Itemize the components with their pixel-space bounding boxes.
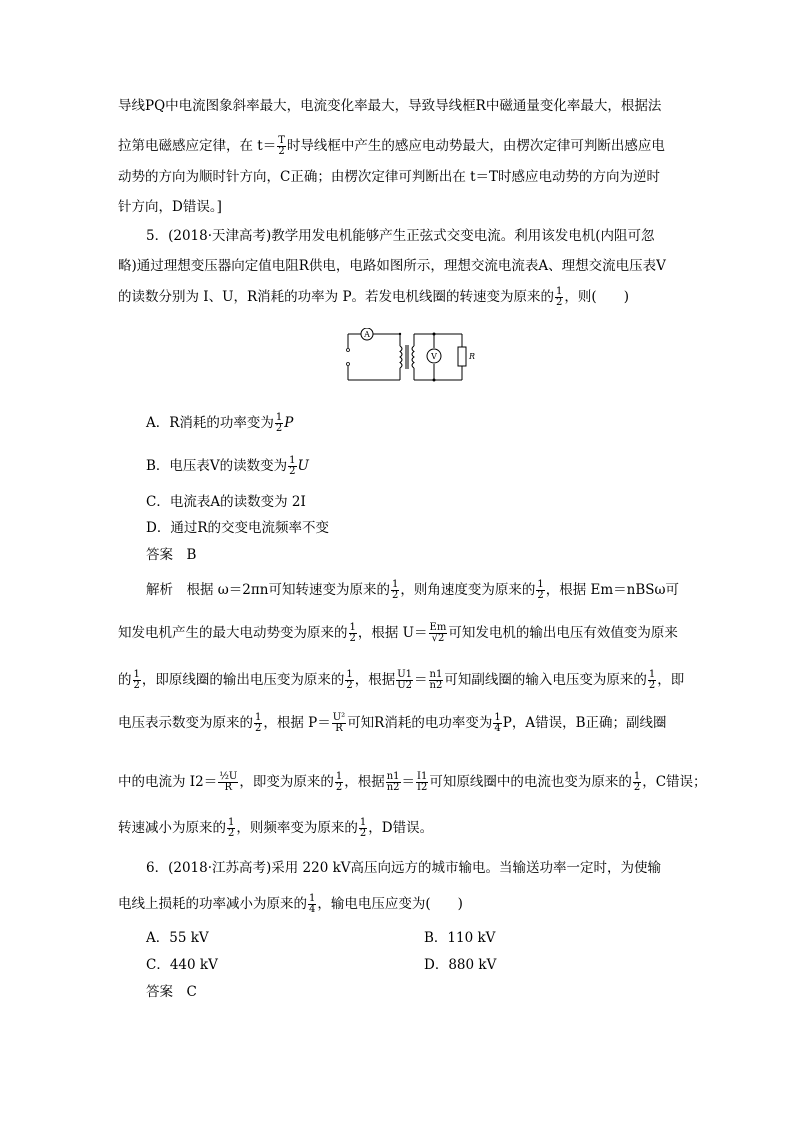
text: ，根据 P＝ [263, 715, 331, 731]
text: 答案 C [146, 984, 197, 1000]
text: A．R消耗的功率变为 [146, 415, 274, 431]
text: 导线PQ中电流图象斜率最大，电流变化率最大，导致导线框R中磁通量变化率最大，根据法 [118, 98, 662, 114]
text: 的 [118, 672, 132, 688]
node-dot [433, 333, 436, 336]
terminal-top [347, 349, 350, 352]
q6-answer [146, 982, 197, 1002]
fraction-half [288, 456, 296, 477]
q6-stem-2 [118, 894, 463, 914]
text: ，即原线圈的输出电压变为原来的 [141, 672, 345, 688]
text: ，C错误； [642, 774, 707, 790]
text: ，根据 Em＝nBSω可 [545, 582, 680, 598]
text: 时导线框中产生的感应电动势最大，由楞次定律可判断出感应电 [286, 138, 665, 154]
fraction-quarter [308, 894, 316, 915]
ammeter-label: A [364, 330, 370, 339]
text: ，则频率变为原来的 [236, 820, 358, 836]
text: 电压表示数变为原来的 [118, 715, 253, 731]
num: 1 [349, 622, 356, 633]
text: ，根据 U＝ [357, 625, 428, 641]
text: 电线上损耗的功率减小为原来的 [118, 896, 307, 912]
num: 1 [289, 455, 296, 466]
text: ，根据 [344, 774, 385, 790]
q5-exp-6 [118, 818, 433, 838]
den: n2 [386, 782, 400, 793]
text: D．880 kV [424, 957, 497, 973]
resistor-label: R [469, 352, 476, 361]
circuit-diagram [338, 328, 488, 386]
prev-line-1 [118, 96, 661, 116]
fraction-half [555, 287, 563, 308]
text: 中的电流为 I2＝ [118, 774, 218, 790]
text: B．电压表V的读数变为 [146, 458, 288, 474]
q5-exp-4 [118, 713, 667, 733]
den: 2 [648, 680, 656, 691]
den: 2 [556, 297, 563, 308]
den: 4 [309, 904, 316, 915]
fraction-i [416, 772, 428, 793]
den: I2 [417, 782, 428, 793]
num: 1 [133, 669, 140, 680]
text: ，则( ) [564, 289, 629, 305]
num: I1 [417, 771, 428, 782]
num: 1 [335, 771, 343, 782]
den: R [335, 723, 343, 734]
fraction-i2 [218, 772, 238, 793]
q5-option-b [146, 456, 309, 476]
text: 5．(2018·天津高考)教学用发电机能够产生正弦式交变电流。利用该发电机(内阻可忽 [146, 228, 655, 244]
text: ，输电电压应变为( ) [317, 896, 463, 912]
num: 1 [275, 412, 283, 423]
text: U [297, 458, 309, 474]
fraction-half [275, 413, 283, 434]
den: R [224, 782, 233, 793]
num: U² [332, 712, 346, 723]
text: ＝ [401, 774, 416, 790]
text: 可知发电机的输出电压有效值变为原来 [448, 625, 678, 641]
num: n1 [429, 669, 443, 680]
text: C．电流表A的读数变为 2I [146, 494, 306, 510]
text: 针方向，D错误。] [118, 199, 222, 215]
q5-stem-3 [118, 287, 629, 307]
den: 2 [335, 782, 343, 793]
num: 1 [556, 286, 563, 297]
q5-option-a [146, 413, 293, 433]
prev-line-3 [118, 167, 660, 187]
q6-option-b [424, 928, 495, 948]
num: 1 [359, 817, 367, 828]
num: 1 [648, 669, 656, 680]
fraction-half [335, 772, 343, 793]
fraction-quarter [493, 713, 501, 734]
num: 1 [255, 712, 262, 723]
fraction-half [133, 670, 141, 691]
text: 略)通过理想变压器向定值电阻R供电，电路如图所示，理想交流电流表A、理想交流电压表V [118, 258, 666, 274]
den: 2 [228, 828, 235, 839]
q6-option-c [146, 955, 218, 975]
num: 1 [346, 669, 353, 680]
den: √2 [431, 633, 445, 644]
fraction-half [254, 713, 262, 734]
fraction-half [648, 670, 656, 691]
num: U1 [397, 669, 413, 680]
fraction-half [391, 580, 399, 601]
fraction-n [429, 670, 444, 691]
q6-option-a [146, 928, 209, 948]
text: 知发电机产生的最大电动势变为原来的 [118, 625, 348, 641]
fraction-u [396, 670, 413, 691]
node-dot [433, 379, 436, 382]
q5-stem-2 [118, 256, 666, 276]
text: ，则角速度变为原来的 [400, 582, 536, 598]
q5-option-c [146, 492, 306, 512]
den: 2 [537, 590, 544, 601]
prev-line-2 [118, 136, 665, 156]
text: 的读数分别为 I、U，R消耗的功率为 P。若发电机线圈的转速变为原来的 [118, 289, 555, 305]
text: D．通过R的交变电流频率不变 [146, 520, 329, 536]
fraction-half [349, 623, 357, 644]
fraction-t [277, 136, 286, 157]
text: 6．(2018·江苏高考)采用 220 kV高压向远方的城市输电。当输送功率一定时，为使输 [146, 860, 662, 876]
voltmeter-label: V [431, 352, 437, 361]
fraction-half [633, 772, 641, 793]
q5-exp-1 [146, 580, 679, 600]
den: 2 [391, 590, 399, 601]
num: 1 [228, 817, 235, 828]
fraction-half [227, 818, 235, 839]
text: 动势的方向为顺时针方向，C正确；由楞次定律可判断出在 t＝T时感应电动势的方向为逆时 [118, 169, 661, 185]
text: 可知副线圈的输入电压变为原来的 [444, 672, 647, 688]
text: P [284, 415, 294, 431]
q6-stem-1 [146, 858, 661, 878]
fraction-half [359, 818, 367, 839]
text: 拉第电磁感应定律，在 t＝ [118, 138, 277, 154]
q5-answer [146, 545, 196, 565]
text: ＝ [414, 672, 428, 688]
text: ，D错误。 [368, 820, 434, 836]
num: ½U [219, 771, 238, 782]
den: 2 [255, 723, 262, 734]
q5-exp-5 [118, 772, 707, 792]
prev-line-4 [118, 197, 222, 217]
text: 可知R消耗的电功率变为 [347, 715, 493, 731]
num: 1 [309, 893, 316, 904]
fraction-em [429, 623, 448, 644]
den: 2 [346, 680, 353, 691]
text: B．110 kV [424, 930, 496, 946]
text: 解析 根据 ω＝2πn可知转速变为原来的 [146, 582, 390, 598]
fraction-p [332, 713, 346, 734]
den: 2 [359, 828, 367, 839]
num: 1 [494, 712, 501, 723]
num: Em [429, 622, 447, 633]
fraction-n [386, 772, 401, 793]
den: 2 [133, 680, 140, 691]
q5-exp-2 [118, 623, 678, 643]
text: A．55 kV [146, 930, 209, 946]
text: 转速减小为原来的 [118, 820, 226, 836]
q6-option-d [424, 955, 496, 975]
fraction-half [536, 580, 544, 601]
den: U2 [397, 680, 413, 691]
text: P，A错误，B正确；副线圈 [502, 715, 667, 731]
text: 可知原线圈中的电流也变为原来的 [429, 774, 632, 790]
q5-option-d [146, 518, 329, 538]
den: 2 [349, 633, 356, 644]
den: 2 [278, 146, 285, 157]
num: 1 [633, 771, 641, 782]
q5-exp-3 [118, 670, 684, 690]
q5-stem-1 [146, 226, 655, 246]
den: 2 [633, 782, 641, 793]
text: ，即变为原来的 [239, 774, 334, 790]
text: ，根据 [354, 672, 396, 688]
den: n2 [429, 680, 443, 691]
num: 1 [391, 579, 399, 590]
text: C．440 kV [146, 957, 218, 973]
num: 1 [537, 579, 544, 590]
den: 2 [275, 423, 283, 434]
text: 答案 B [146, 547, 197, 563]
den: 2 [289, 466, 296, 477]
num: T [278, 135, 285, 146]
num: n1 [386, 771, 400, 782]
fraction-half [345, 670, 353, 691]
terminal-bottom [347, 363, 350, 366]
text: ，即 [657, 672, 685, 688]
den: 4 [494, 723, 501, 734]
